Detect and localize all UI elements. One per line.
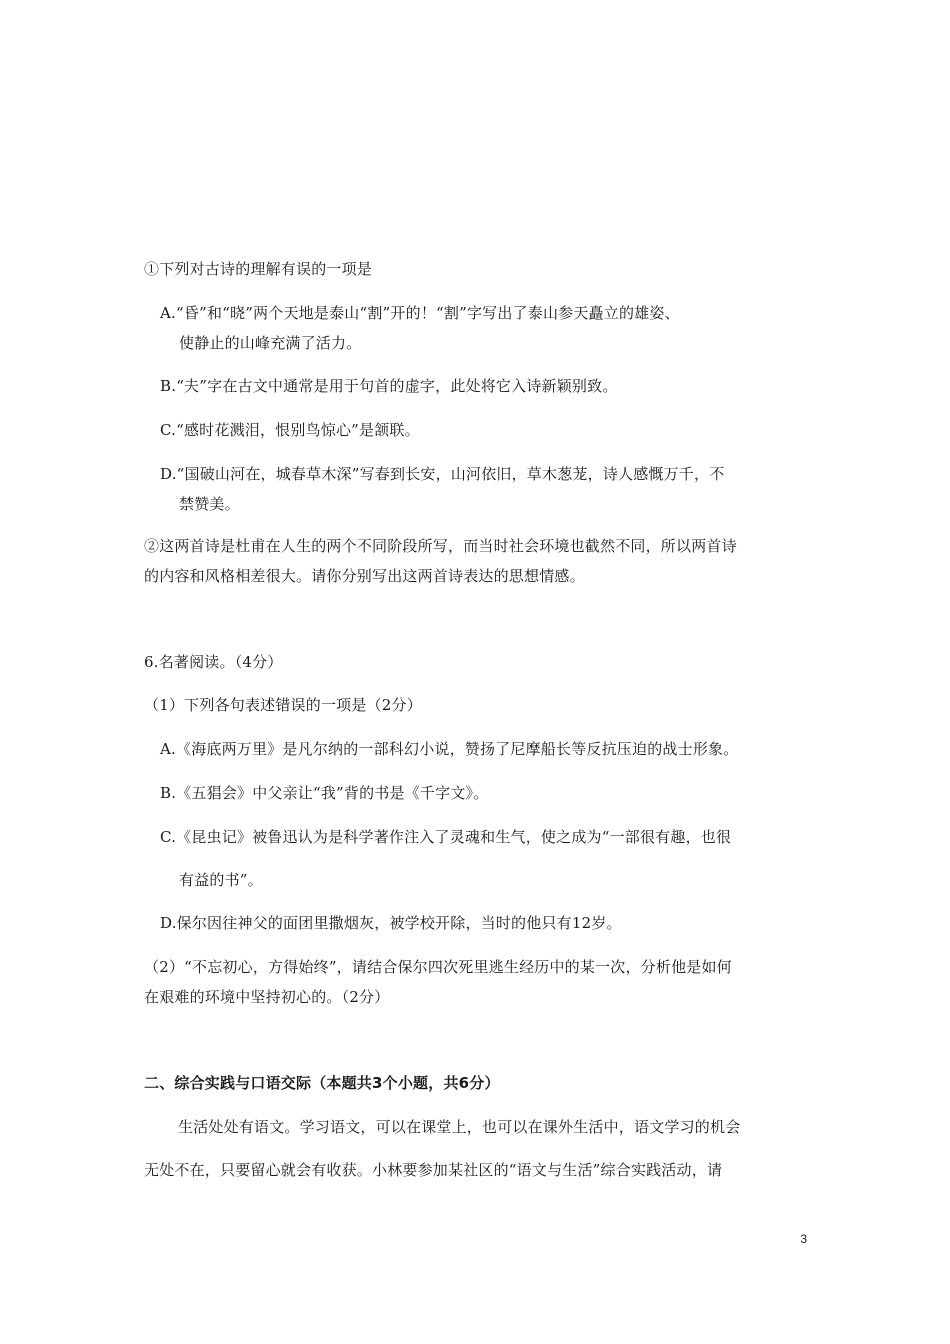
q5-1-option-b: B.“夫”字在古文中通常是用于句首的虚字，此处将它入诗新颖别致。 <box>160 377 618 395</box>
q6-sub2-line2: 在艰难的环境中坚持初心的。（2分） <box>144 988 390 1006</box>
section-2-paragraph-line2: 无处不在，只要留心就会有收获。小林要参加某社区的“语文与生活”综合实践活动，请 <box>144 1161 723 1179</box>
section-2-paragraph-line1: 生活处处有语文。学习语文，可以在课堂上，也可以在课外生活中，语文学习的机会 <box>178 1118 741 1136</box>
q5-1-option-c: C.“感时花溅泪，恨别鸟惊心”是颔联。 <box>160 421 420 439</box>
q5-1-option-a-line1: A.“昏”和“晓”两个天地是泰山“割”开的！“割”字写出了泰山参天矗立的雄姿、 <box>160 304 680 322</box>
q6-sub1: （1）下列各句表述错误的一项是（2分） <box>144 696 422 714</box>
q5-1-stem: ①下列对古诗的理解有误的一项是 <box>144 260 373 278</box>
q6-option-d: D.保尔因往神父的面团里撒烟灰，被学校开除，当时的他只有12岁。 <box>160 914 622 932</box>
q5-2-line2: 的内容和风格相差很大。请你分别写出这两首诗表达的思想情感。 <box>144 567 585 585</box>
q6-option-b: B.《五猖会》中父亲让“我”背的书是《千字文》。 <box>160 784 489 802</box>
q5-1-option-d-line2: 禁赞美。 <box>179 495 240 513</box>
page-number: 3 <box>800 1232 807 1246</box>
q5-1-option-d-line1: D.“国破山河在，城春草木深”写春到长安，山河依旧，草木葱茏，诗人感慨万千，不 <box>160 465 725 483</box>
q6-sub2-line1: （2）“不忘初心，方得始终”，请结合保尔四次死里逃生经历中的某一次，分析他是如何 <box>144 958 732 976</box>
q6-title: 6.名著阅读。（4分） <box>144 653 283 671</box>
q6-option-a: A.《海底两万里》是凡尔纳的一部科幻小说，赞扬了尼摩船长等反抗压迫的战士形象。 <box>160 740 739 758</box>
q5-1-option-a-line2: 使静止的山峰充满了活力。 <box>179 334 362 352</box>
q6-option-c-line1: C.《昆虫记》被鲁迅认为是科学著作注入了灵魂和生气，使之成为“一部很有趣，也很 <box>160 828 732 846</box>
q5-2-line1: ②这两首诗是杜甫在人生的两个不同阶段所写，而当时社会环境也截然不同，所以两首诗 <box>144 537 737 555</box>
q6-option-c-line2: 有益的书”。 <box>179 871 263 889</box>
section-2-heading: 二、综合实践与口语交际（本题共3个小题，共6分） <box>144 1074 500 1092</box>
